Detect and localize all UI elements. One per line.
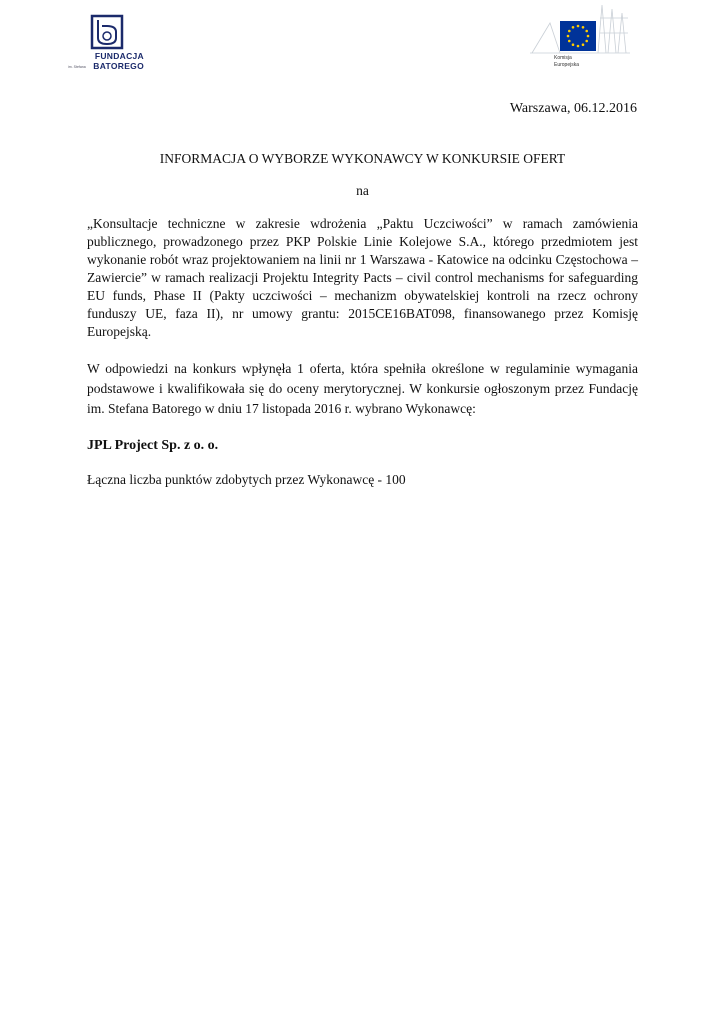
logo-text-fundacja: FUNDACJA	[94, 51, 144, 61]
project-description-paragraph: „Konsultacje techniczne w zakresie wdrożenia „Paktu Uczciwości” w ramach zamówienia publicznego, prowadzonego przez PKP Polskie Linie Kolejowe S.A., którego przedmiotem jest wykonanie robót wraz projektowaniem na linii nr 1 Warszawa - Katowice na odcinku Częstochowa – Zawiercie” w ramach realizacji Projektu Integrity Pacts – civil control mechanisms for safeguarding EU funds, Phase II (Pakty uczciwości – mechanizm obywatelskiej kontroli na rzecz ochrony funduszy UE, faza II), nr umowy grantu: 2015CE16BAT098, finansowanego przez Komisję Europejską.	[87, 216, 638, 339]
competition-result-paragraph: W odpowiedzi na konkurs wpłynęła 1 oferta, która spełniła określone w regulaminie wymagania podstawowe i kwalifikowała się do oceny merytorycznej. W konkursie ogłoszonym przez Fundację im. Stefana Batorego w dniu 17 listopada 2016 r. wybrano Wykonawcę:	[87, 361, 638, 416]
selected-contractor: JPL Project Sp. z o. o.	[87, 438, 219, 453]
points-summary: Łączna liczba punktów zdobytych przez Wykonawcę - 100	[87, 472, 406, 487]
logo-text-im-stefana: im. Stefana	[68, 65, 86, 69]
logo-text-batorego: BATOREGO	[93, 61, 144, 71]
fundacja-batorego-emblem-icon	[90, 14, 124, 50]
logo-text-europejska: Europejska	[554, 62, 580, 68]
document-title: INFORMACJA O WYBORZE WYKONAWCY W KONKURSIE OFERT	[159, 151, 566, 166]
document-na: na	[356, 183, 369, 198]
document-date: Warszawa, 06.12.2016	[509, 101, 637, 116]
logo-text-komisja: Komisja	[554, 55, 572, 61]
eu-flag-building-icon	[530, 3, 630, 55]
komisja-europejska-logo	[530, 3, 630, 73]
fundacja-batorego-logo	[68, 14, 144, 76]
